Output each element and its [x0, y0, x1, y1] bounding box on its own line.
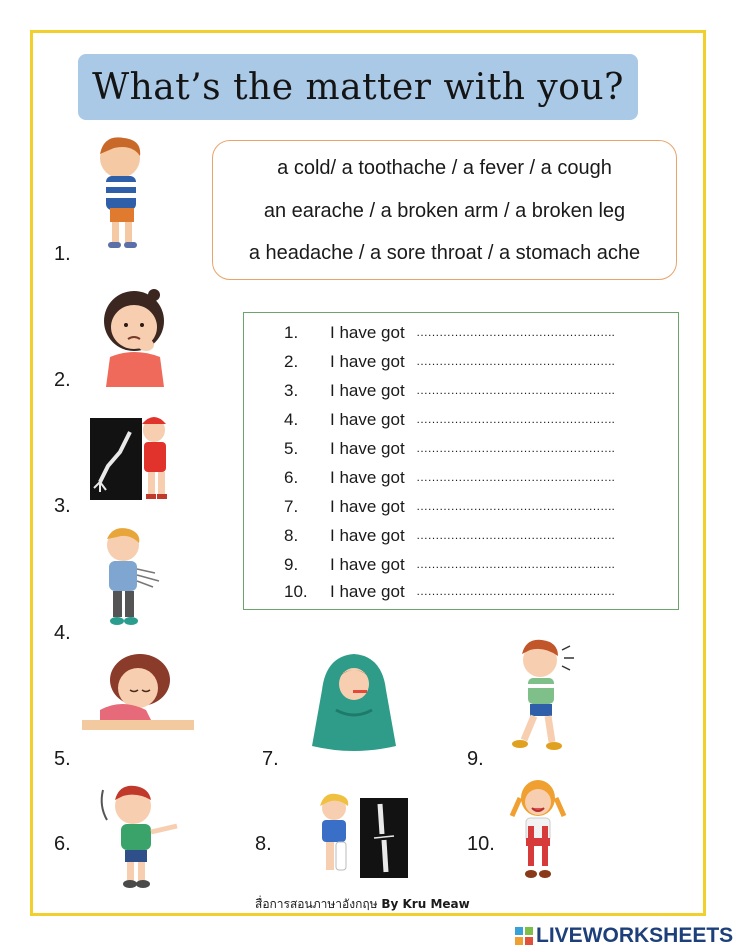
toothache-girl-icon: [96, 283, 174, 388]
answer-prompt: I have got: [330, 323, 405, 342]
answer-prompt: I have got: [330, 497, 405, 516]
answer-blank[interactable]: …………………………………………….: [416, 584, 615, 598]
answer-prompt: I have got: [330, 352, 405, 371]
word-bank-line: an earache / a broken arm / a broken leg: [263, 200, 626, 222]
credit-thai: สื่อการสอนภาษาอังกฤษ: [255, 897, 378, 911]
crying-cold-girl-icon: [506, 776, 570, 886]
sore-throat-boy-icon: [93, 780, 183, 890]
broken-arm-xray-boy-icon: [90, 408, 176, 504]
word-bank-line: a cold/ a toothache / a fever / a cough: [277, 157, 612, 179]
answer-prompt: I have got: [330, 468, 405, 487]
answer-number: 10.: [284, 582, 308, 601]
answer-blank[interactable]: …………………………………………….: [416, 412, 615, 426]
answer-blank[interactable]: …………………………………………….: [416, 470, 615, 484]
answer-number: 4.: [284, 410, 299, 429]
credit-author: By Kru Meaw: [381, 897, 470, 911]
answer-prompt: I have got: [330, 439, 405, 458]
liveworksheets-mark-icon: [515, 927, 533, 945]
picture-number-3: 3.: [54, 495, 71, 517]
brand-name: LIVEWORKSHEETS: [536, 924, 734, 947]
answer-number: 1.: [284, 323, 299, 342]
answer-blank[interactable]: …………………………………………….: [416, 528, 615, 542]
picture-number-5: 5.: [54, 748, 71, 770]
answer-prompt: I have got: [330, 582, 405, 601]
headache-girl-icon: [82, 650, 194, 730]
answer-prompt: I have got: [330, 526, 405, 545]
broken-leg-xray-girl-icon: [310, 792, 410, 882]
answer-blank[interactable]: …………………………………………….: [416, 325, 615, 339]
answer-number: 3.: [284, 381, 299, 400]
fever-blanket-girl-icon: [306, 650, 402, 754]
answer-number: 2.: [284, 352, 299, 371]
cough-boy-icon: [93, 525, 173, 627]
picture-number-10: 10.: [467, 833, 495, 855]
answer-prompt: I have got: [330, 410, 405, 429]
answer-number: 9.: [284, 555, 299, 574]
title-banner: [78, 54, 638, 120]
picture-number-6: 6.: [54, 833, 71, 855]
picture-number-4: 4.: [54, 622, 71, 644]
answer-blank[interactable]: …………………………………………….: [416, 383, 615, 397]
answer-box: [243, 312, 679, 610]
answer-blank[interactable]: …………………………………………….: [416, 499, 615, 513]
answer-prompt: I have got: [330, 555, 405, 574]
page-title: What’s the matter with you?: [92, 66, 624, 108]
answer-number: 6.: [284, 468, 299, 487]
answer-number: 8.: [284, 526, 299, 545]
answer-blank[interactable]: …………………………………………….: [416, 441, 615, 455]
earache-boy-icon: [502, 636, 582, 756]
picture-number-1: 1.: [54, 243, 71, 265]
stomach-ache-boy-icon: [84, 130, 164, 255]
word-bank-line: a headache / a sore throat / a stomach ache: [248, 242, 641, 264]
answer-blank[interactable]: …………………………………………….: [416, 557, 615, 571]
answer-number: 7.: [284, 497, 299, 516]
word-bank-box: [212, 140, 677, 280]
answer-blank[interactable]: …………………………………………….: [416, 354, 615, 368]
footer-credit: [255, 895, 470, 914]
picture-number-9: 9.: [467, 748, 484, 770]
answer-number: 5.: [284, 439, 299, 458]
liveworksheets-logo[interactable]: [515, 924, 733, 948]
picture-number-2: 2.: [54, 369, 71, 391]
answer-prompt: I have got: [330, 381, 405, 400]
picture-number-7: 7.: [262, 748, 279, 770]
picture-number-8: 8.: [255, 833, 272, 855]
